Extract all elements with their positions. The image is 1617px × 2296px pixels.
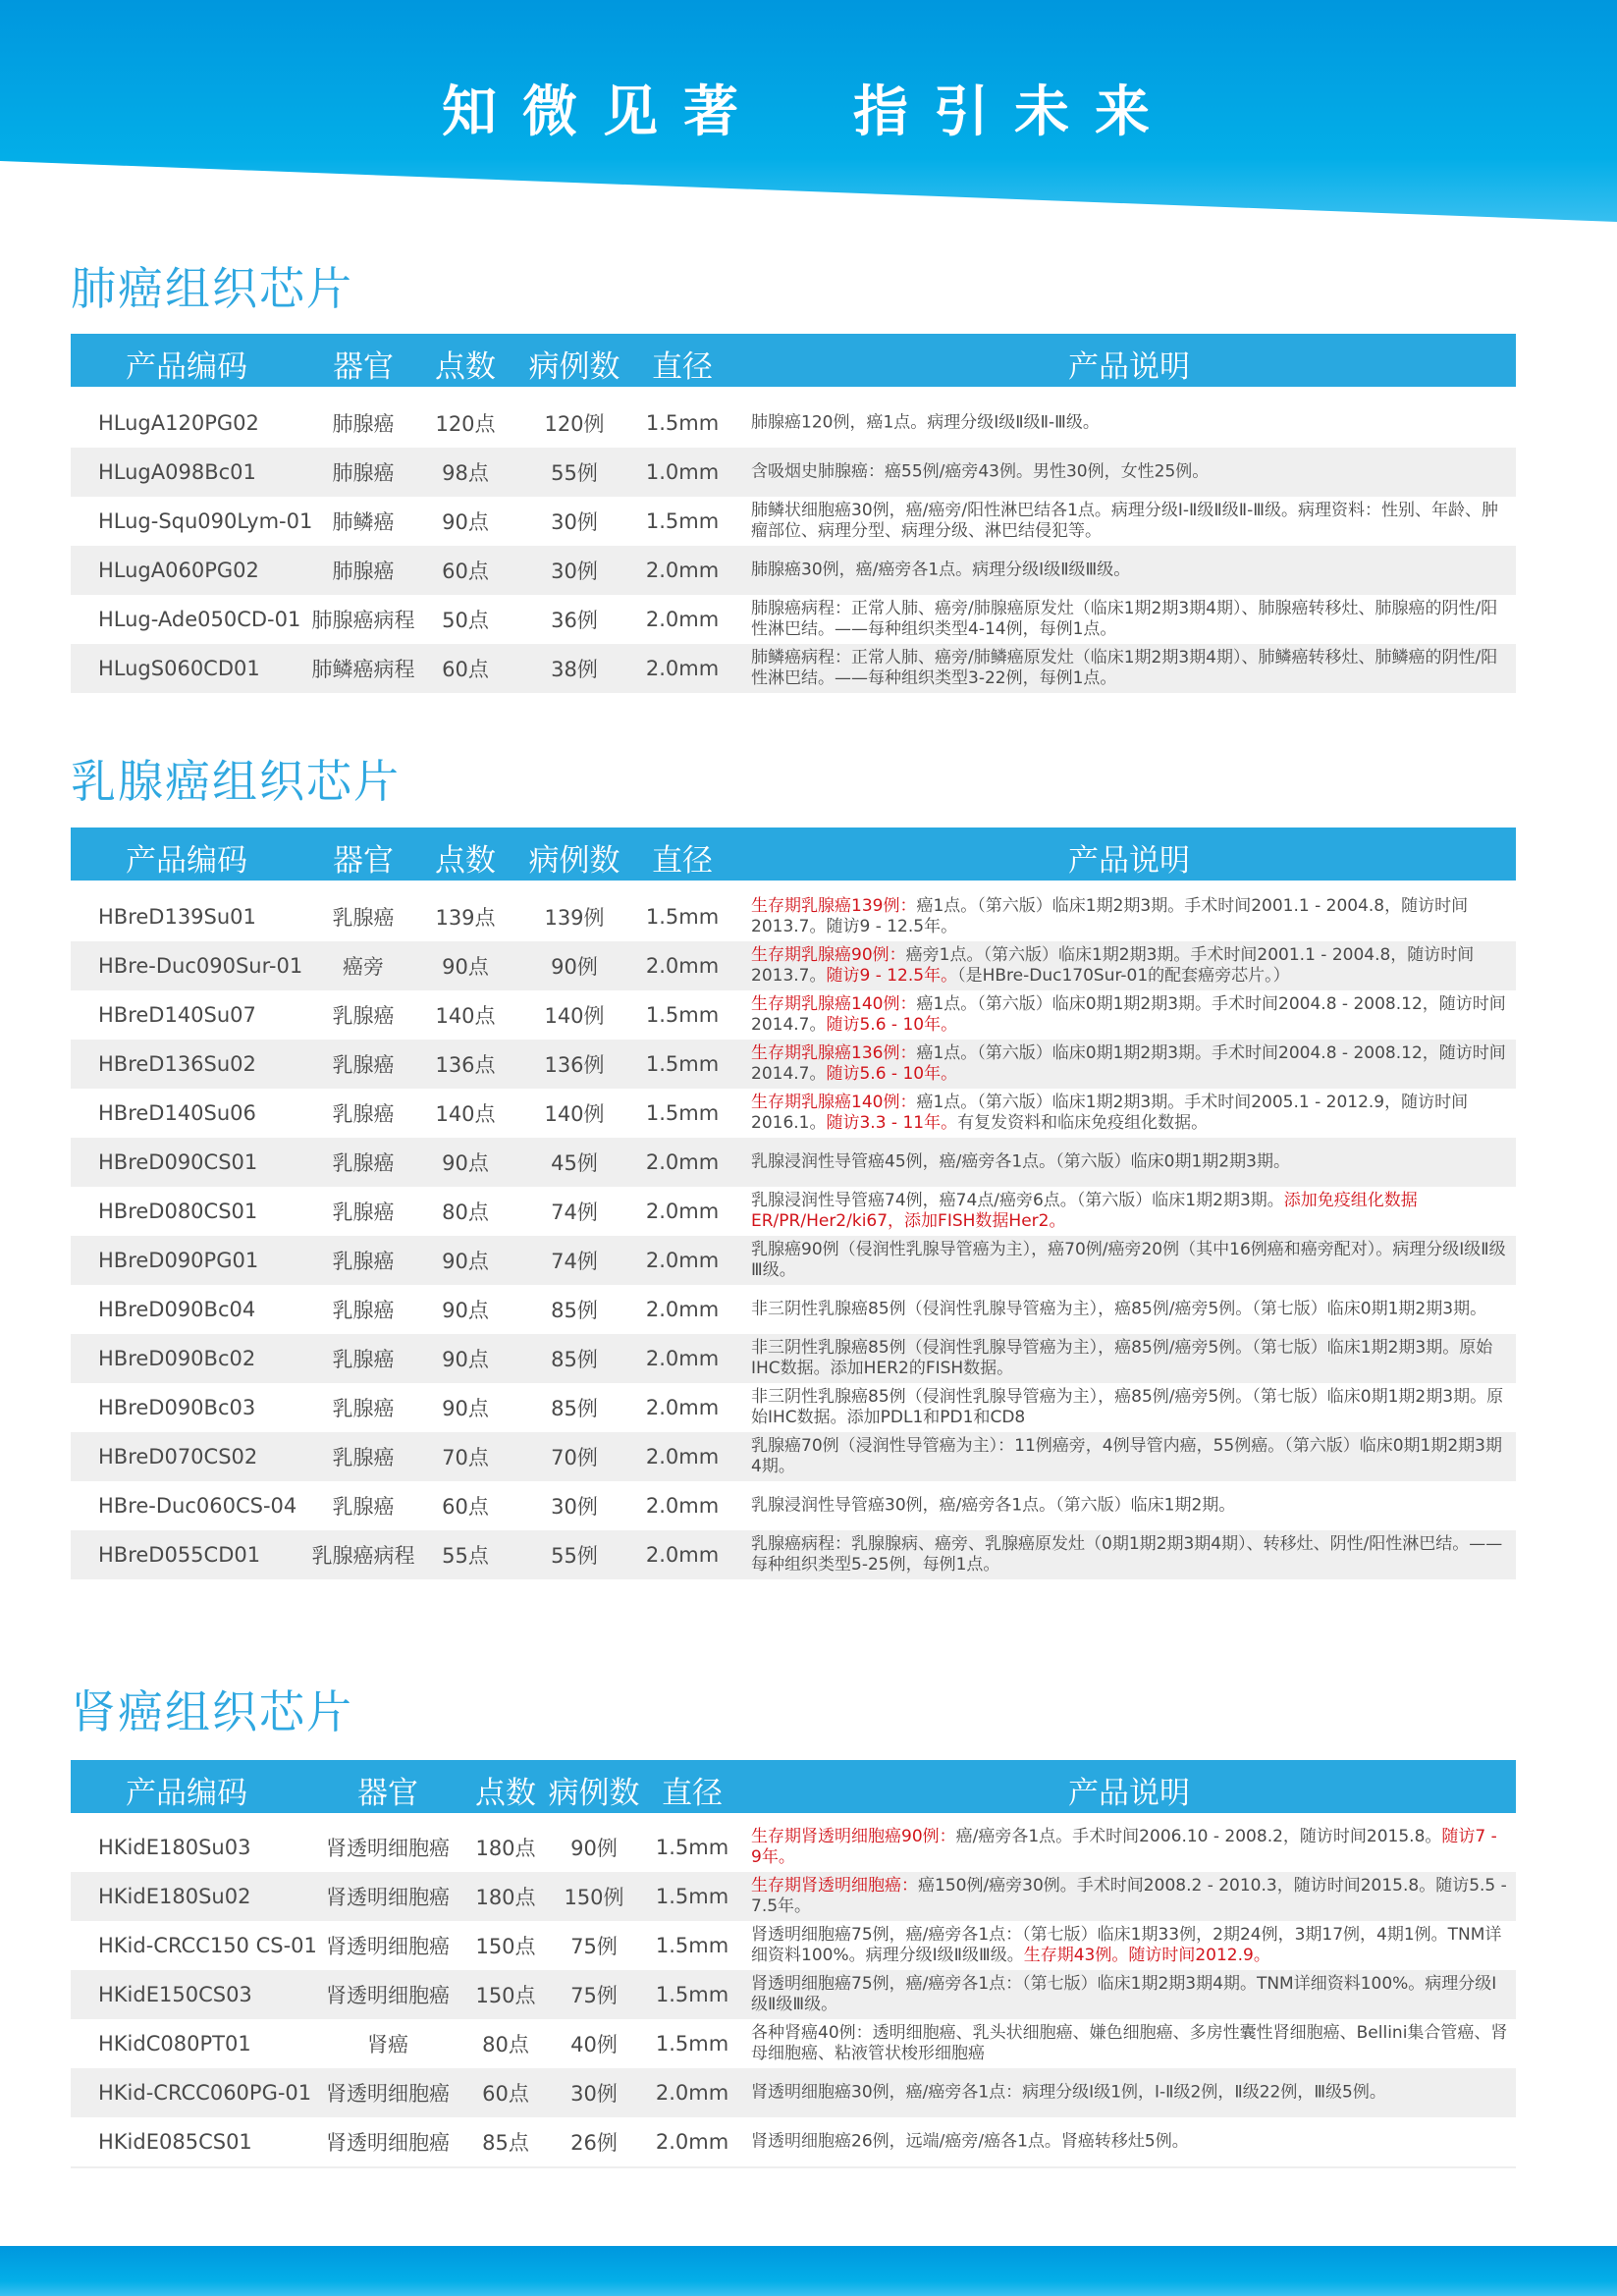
description-text: 乳腺浸润性导管癌74例，癌74点/癌旁6点。（第六版）临床1期2期3期。: [751, 1191, 1284, 1210]
case-count: 85例: [551, 1397, 598, 1420]
product-description: [751, 2083, 1508, 2104]
product-code: HBreD140Su06: [98, 1101, 256, 1125]
description-text: 各种肾癌40例：透明细胞癌、乳头状细胞癌、嫌色细胞癌、多房性囊性肾细胞癌、Bellini集合管癌、肾母细胞癌、粘液管状梭形细胞癌: [751, 2023, 1508, 2063]
column-header-diameter: 直径: [652, 349, 713, 385]
product-description: [751, 1093, 1508, 1134]
description-text: 含吸烟史肺腺癌：癌55例/癌旁43例。男性30例，女性25例。: [751, 461, 1210, 482]
points-count: 85点: [482, 2131, 529, 2155]
points-count: 180点: [475, 1886, 536, 1909]
product-description: [751, 599, 1508, 640]
table-row: [71, 399, 1516, 448]
product-code: HLugS060CD01: [98, 657, 260, 680]
points-count: 55点: [442, 1544, 489, 1568]
table-row: [71, 1138, 1516, 1187]
points-count: 120点: [435, 412, 496, 436]
case-count: 75例: [570, 1935, 618, 1958]
core-diameter: 1.5mm: [655, 1934, 729, 1957]
column-header-cases: 病例数: [528, 349, 620, 385]
highlight-text: 随访5.6 - 10年。: [826, 1015, 958, 1035]
description-text: 癌1点。（第六版）临床0期1期2期3期。手术时间2004.8 - 2008.12，随访时间2014.7。: [751, 1043, 1506, 1084]
description-text: 非三阴性乳腺癌85例（侵润性乳腺导管癌为主），癌85例/癌旁5例。（第七版）临床1期2期3期。原始IHC数据。添加HER2的FISH数据。: [751, 1338, 1493, 1378]
product-description: [751, 2023, 1508, 2064]
highlight-text: 随访5.6 - 10年。: [826, 1064, 958, 1084]
product-code: HBreD055CD01: [98, 1543, 261, 1567]
description-text: （是HBre-Duc170Sur-01的配套癌旁芯片。）: [957, 966, 1290, 986]
breast-tma-table: [71, 828, 1516, 1579]
product-description: [751, 945, 1508, 987]
core-diameter: 1.5mm: [645, 1052, 720, 1076]
highlight-text: 生存期乳腺癌140例：: [751, 1093, 917, 1112]
case-count: 26例: [570, 2131, 618, 2155]
core-diameter: 1.5mm: [645, 509, 720, 533]
core-diameter: 2.0mm: [655, 2081, 729, 2105]
points-count: 90点: [442, 1151, 489, 1175]
table-row: [71, 1970, 1516, 2019]
points-count: 140点: [435, 1004, 496, 1028]
product-code: HBreD139Su01: [98, 905, 256, 929]
description-text: 非三阴性乳腺癌85例（侵润性乳腺导管癌为主），癌85例/癌旁5例。（第七版）临床0期1期2期3期。: [751, 1299, 1487, 1319]
highlight-text: 生存期乳腺癌140例：: [751, 994, 917, 1014]
organ: 肺腺癌: [332, 560, 395, 583]
highlight-text: 生存期乳腺癌136例：: [751, 1043, 917, 1063]
product-description: [751, 1043, 1508, 1085]
points-count: 180点: [475, 1837, 536, 1860]
product-code: HLug-Ade050CD-01: [98, 608, 301, 631]
column-header-code: 产品编码: [126, 843, 247, 879]
product-description: [751, 1925, 1508, 1966]
case-count: 120例: [544, 412, 605, 436]
points-count: 80点: [442, 1201, 489, 1224]
section-title-kidney: 肾癌组织芯片: [71, 1685, 353, 1738]
table-row: [71, 1187, 1516, 1236]
table-row: [71, 1383, 1516, 1432]
case-count: 30例: [570, 2082, 618, 2106]
description-text: 肺腺癌30例，癌/癌旁各1点。病理分级Ⅰ级Ⅱ级Ⅲ级。: [751, 560, 1131, 580]
case-count: 75例: [570, 1984, 618, 2007]
table-row: [71, 1823, 1516, 1872]
core-diameter: 2.0mm: [645, 1298, 720, 1321]
highlight-text: 随访9 - 12.5年。: [826, 966, 958, 986]
case-count: 36例: [551, 609, 598, 632]
product-description: [751, 1534, 1508, 1575]
product-code: HBreD090Bc02: [98, 1347, 256, 1370]
core-diameter: 2.0mm: [645, 657, 720, 680]
column-header-diameter: 直径: [652, 843, 713, 879]
column-header-points: 点数: [475, 1776, 536, 1811]
core-diameter: 1.0mm: [645, 460, 720, 484]
table-row: [71, 448, 1516, 497]
case-count: 38例: [551, 658, 598, 681]
core-diameter: 2.0mm: [645, 1347, 720, 1370]
product-description: [751, 1338, 1508, 1379]
organ: 乳腺癌: [332, 1250, 395, 1273]
description-text: 癌旁1点。（第六版）临床1期2期3期。手术时间2001.1 - 2004.8，随访时间2013.7。: [751, 945, 1475, 986]
table-row: [71, 941, 1516, 990]
description-text: 癌1点。（第六版）临床0期1期2期3期。手术时间2004.8 - 2008.12，随访时间2014.7。: [751, 994, 1506, 1035]
highlight-text: 生存期乳腺癌90例：: [751, 945, 906, 965]
points-count: 50点: [442, 609, 489, 632]
organ: 乳腺癌: [332, 1102, 395, 1126]
case-count: 140例: [544, 1004, 605, 1028]
core-diameter: 1.5mm: [655, 1885, 729, 1908]
points-count: 136点: [435, 1053, 496, 1077]
core-diameter: 1.5mm: [655, 1836, 729, 1859]
organ: 肺腺癌病程: [311, 609, 415, 632]
case-count: 90例: [570, 1837, 618, 1860]
description-text: 癌1点。（第六版）临床1期2期3期。手术时间2005.1 - 2012.9，随访时间2016.1。: [751, 1093, 1469, 1133]
table-row: [71, 644, 1516, 693]
case-count: 85例: [551, 1299, 598, 1322]
organ: 肾透明细胞癌: [326, 2131, 450, 2155]
organ: 肺腺癌: [332, 412, 395, 436]
product-description: [751, 462, 1508, 483]
case-count: 55例: [551, 461, 598, 485]
organ: 肺鳞癌: [332, 510, 395, 534]
table-row: [71, 1921, 1516, 1970]
table-row: [71, 497, 1516, 546]
core-diameter: 1.5mm: [645, 411, 720, 435]
table-row: [71, 2068, 1516, 2117]
product-description: [751, 1300, 1508, 1320]
highlight-text: 随访7 - 9年。: [751, 1827, 1497, 1867]
column-header-description: 产品说明: [1068, 1776, 1190, 1811]
product-description: [751, 1496, 1508, 1517]
product-description: [751, 1191, 1508, 1232]
product-code: HLugA060PG02: [98, 559, 259, 582]
core-diameter: 2.0mm: [645, 1445, 720, 1468]
product-description: [751, 413, 1508, 434]
table-row: [71, 892, 1516, 941]
product-code: HBreD090Bc03: [98, 1396, 256, 1419]
organ: 肺鳞癌病程: [311, 658, 415, 681]
description-text: 肾透明细胞癌26例，远端/癌旁/癌各1点。肾癌转移灶5例。: [751, 2131, 1189, 2152]
core-diameter: 1.5mm: [655, 1983, 729, 2006]
highlight-text: 生存期乳腺癌139例：: [751, 896, 917, 916]
description-text: 乳腺浸润性导管癌45例，癌/癌旁各1点。（第六版）临床0期1期2期3期。: [751, 1151, 1290, 1172]
column-header-organ: 器官: [333, 349, 394, 385]
organ: 肾癌: [367, 2033, 408, 2056]
points-count: 90点: [442, 1348, 489, 1371]
table-row: [71, 990, 1516, 1040]
product-code: HBre-Duc060CS-04: [98, 1494, 297, 1518]
product-code: HLugA098Bc01: [98, 460, 256, 484]
core-diameter: 1.5mm: [645, 1003, 720, 1027]
column-header-code: 产品编码: [126, 1776, 247, 1811]
organ: 肾透明细胞癌: [326, 1886, 450, 1909]
product-code: HKidE180Su03: [98, 1836, 251, 1859]
case-count: 85例: [551, 1348, 598, 1371]
table-header: [71, 1760, 1516, 1813]
description-text: 癌1点。（第六版）临床1期2期3期。手术时间2001.1 - 2004.8，随访时间2013.7。随访9 - 12.5年。: [751, 896, 1469, 936]
case-count: 30例: [551, 560, 598, 583]
section-title-breast: 乳腺癌组织芯片: [71, 755, 401, 808]
product-code: HBreD090Bc04: [98, 1298, 256, 1321]
table-row: [71, 1285, 1516, 1334]
core-diameter: 2.0mm: [645, 1150, 720, 1174]
core-diameter: 1.5mm: [645, 905, 720, 929]
table-row: [71, 1236, 1516, 1285]
points-count: 139点: [435, 906, 496, 930]
column-header-diameter: 直径: [662, 1776, 723, 1811]
product-code: HBreD080CS01: [98, 1200, 258, 1223]
organ: 乳腺癌: [332, 906, 395, 930]
organ: 肾透明细胞癌: [326, 1935, 450, 1958]
table-row: [71, 1481, 1516, 1530]
organ: 乳腺癌病程: [311, 1544, 415, 1568]
product-description: [751, 1387, 1508, 1428]
column-header-cases: 病例数: [528, 843, 620, 879]
product-description: [751, 896, 1508, 937]
case-count: 30例: [551, 1495, 598, 1519]
product-description: [751, 1240, 1508, 1281]
product-code: HKidE180Su02: [98, 1885, 251, 1908]
description-text: 肺腺癌病程：正常人肺、癌旁/肺腺癌原发灶（临床1期2期3期4期）、肺腺癌转移灶、肺腺癌的阴性/阳性淋巴结。——每种组织类型4-14例，每例1点。: [751, 599, 1498, 639]
organ: 乳腺癌: [332, 1004, 395, 1028]
points-count: 90点: [442, 1397, 489, 1420]
case-count: 139例: [544, 906, 605, 930]
description-text: 非三阴性乳腺癌85例（侵润性乳腺导管癌为主），癌85例/癌旁5例。（第七版）临床0期1期2期3期。原始IHC数据。添加PDL1和PD1和CD8: [751, 1387, 1504, 1427]
description-text: 肾透明细胞癌75例，癌/癌旁各1点：（第七版）临床1期33例，2期24例，3期17例，4期1例。TNM详细资料100%。病理分级Ⅰ级Ⅱ级Ⅲ级。: [751, 1925, 1502, 1965]
table-row: [71, 1530, 1516, 1579]
case-count: 70例: [551, 1446, 598, 1469]
table-row: [71, 1089, 1516, 1138]
highlight-text: 添加免疫组化数据ER/PR/Her2/ki67，添加FISH数据Her2。: [751, 1191, 1418, 1231]
description-text: 乳腺癌90例（侵润性乳腺导管癌为主），癌70例/癌旁20例（其中16例癌和癌旁配对）。病理分级Ⅰ级Ⅱ级Ⅲ级。: [751, 1240, 1506, 1280]
product-code: HBreD136Su02: [98, 1052, 256, 1076]
organ: 乳腺癌: [332, 1348, 395, 1371]
description-text: 癌150例/癌旁30例。手术时间2008.2 - 2010.3，随访时间2015.8。随访5.5 - 7.5年。: [751, 1876, 1507, 1916]
column-header-organ: 器官: [357, 1776, 418, 1811]
organ: 肺腺癌: [332, 461, 395, 485]
table-row: [71, 1040, 1516, 1089]
product-description: [751, 994, 1508, 1036]
organ: 乳腺癌: [332, 1495, 395, 1519]
product-code: HBreD090CS01: [98, 1150, 258, 1174]
footer-banner: [0, 2246, 1617, 2296]
case-count: 74例: [551, 1201, 598, 1224]
product-description: [751, 1436, 1508, 1477]
table-row: [71, 1334, 1516, 1383]
organ: 乳腺癌: [332, 1151, 395, 1175]
product-description: [751, 1974, 1508, 2015]
slogan: 知微见著 指引未来: [442, 80, 1175, 144]
table-bottom-divider: [71, 2166, 1516, 2168]
case-count: 40例: [570, 2033, 618, 2056]
core-diameter: 2.0mm: [645, 559, 720, 582]
organ: 肾透明细胞癌: [326, 1984, 450, 2007]
case-count: 90例: [551, 955, 598, 979]
table-row: [71, 1872, 1516, 1921]
case-count: 140例: [544, 1102, 605, 1126]
product-code: HBre-Duc090Sur-01: [98, 954, 303, 978]
organ: 乳腺癌: [332, 1446, 395, 1469]
product-code: HKidE085CS01: [98, 2130, 252, 2154]
core-diameter: 1.5mm: [655, 2032, 729, 2056]
description-text: 肺鳞状细胞癌30例，癌/癌旁/阳性淋巴结各1点。病理分级Ⅰ-Ⅱ级Ⅱ级Ⅱ-Ⅲ级。病理资料：性别、年龄、肿瘤部位、病理分型、病理分级、淋巴结侵犯等。: [751, 501, 1499, 541]
core-diameter: 2.0mm: [645, 1543, 720, 1567]
column-header-code: 产品编码: [126, 349, 247, 385]
description-text: 乳腺癌病程：乳腺腺病、癌旁、乳腺癌原发灶（0期1期2期3期4期）、转移灶、阴性/阳性淋巴结。——每种组织类型5-25例，每例1点。: [751, 1534, 1503, 1575]
product-code: HBreD070CS02: [98, 1445, 258, 1468]
core-diameter: 2.0mm: [645, 1396, 720, 1419]
product-code: HBreD090PG01: [98, 1249, 259, 1272]
points-count: 60点: [442, 1495, 489, 1519]
organ: 乳腺癌: [332, 1201, 395, 1224]
kidney-tma-table: [71, 1760, 1516, 2168]
points-count: 90点: [442, 955, 489, 979]
product-code: HLug-Squ090Lym-01: [98, 509, 313, 533]
highlight-text: 生存期肾透明细胞癌90例：: [751, 1827, 956, 1846]
points-count: 70点: [442, 1446, 489, 1469]
organ: 乳腺癌: [332, 1397, 395, 1420]
product-description: [751, 1827, 1508, 1868]
core-diameter: 2.0mm: [645, 1200, 720, 1223]
product-code: HKid-CRCC150 CS-01: [98, 1934, 317, 1957]
points-count: 150点: [475, 1935, 536, 1958]
points-count: 140点: [435, 1102, 496, 1126]
points-count: 90点: [442, 1250, 489, 1273]
points-count: 150点: [475, 1984, 536, 2007]
description-text: 乳腺癌70例（浸润性导管癌为主）：11例癌旁，4例导管内癌，55例癌。（第六版）临床0期1期2期3期4期。: [751, 1436, 1502, 1476]
points-count: 90点: [442, 510, 489, 534]
case-count: 30例: [551, 510, 598, 534]
product-code: HLugA120PG02: [98, 411, 259, 435]
product-description: [751, 561, 1508, 581]
table-row: [71, 595, 1516, 644]
highlight-text: 生存期43例。随访时间2012.9。: [1023, 1946, 1270, 1965]
column-header-organ: 器官: [333, 843, 394, 879]
case-count: 136例: [544, 1053, 605, 1077]
points-count: 90点: [442, 1299, 489, 1322]
organ: 乳腺癌: [332, 1299, 395, 1322]
core-diameter: 2.0mm: [655, 2130, 729, 2154]
section-title-lung: 肺癌组织芯片: [71, 262, 353, 315]
core-diameter: 2.0mm: [645, 1249, 720, 1272]
points-count: 60点: [442, 560, 489, 583]
product-code: HKidE150CS03: [98, 1983, 252, 2006]
description-text: 癌/癌旁各1点。手术时间2006.10 - 2008.2，随访时间2015.8。: [955, 1827, 1442, 1846]
description-text: 有复发资料和临床免疫组化数据。: [957, 1113, 1209, 1133]
column-header-description: 产品说明: [1068, 349, 1190, 385]
highlight-text: 随访3.3 - 11年。: [826, 1113, 958, 1133]
description-text: 肺鳞癌病程：正常人肺、癌旁/肺鳞癌原发灶（临床1期2期3期4期）、肺鳞癌转移灶、肺鳞癌的阴性/阳性淋巴结。——每种组织类型3-22例，每例1点。: [751, 648, 1498, 688]
column-header-description: 产品说明: [1068, 843, 1190, 879]
organ: 肾透明细胞癌: [326, 1837, 450, 1860]
core-diameter: 2.0mm: [645, 608, 720, 631]
organ: 乳腺癌: [332, 1053, 395, 1077]
case-count: 45例: [551, 1151, 598, 1175]
table-row: [71, 546, 1516, 595]
product-description: [751, 501, 1508, 542]
points-count: 60点: [482, 2082, 529, 2106]
product-description: [751, 2132, 1508, 2153]
points-count: 60点: [442, 658, 489, 681]
core-diameter: 2.0mm: [645, 1494, 720, 1518]
product-code: HBreD140Su07: [98, 1003, 256, 1027]
column-header-points: 点数: [435, 843, 496, 879]
table-header: [71, 828, 1516, 881]
description-text: 肺腺癌120例，癌1点。病理分级Ⅰ级Ⅱ级Ⅱ-Ⅲ级。: [751, 412, 1100, 433]
points-count: 98点: [442, 461, 489, 485]
description-text: 肾透明细胞癌75例，癌/癌旁各1点：（第七版）临床1期2期3期4期。TNM详细资料100%。病理分级Ⅰ级Ⅱ级Ⅲ级。: [751, 1974, 1497, 2014]
highlight-text: 生存期肾透明细胞癌：: [751, 1876, 918, 1896]
core-diameter: 1.5mm: [645, 1101, 720, 1125]
case-count: 74例: [551, 1250, 598, 1273]
lung-tma-table: [71, 334, 1516, 693]
column-header-points: 点数: [435, 349, 496, 385]
points-count: 80点: [482, 2033, 529, 2056]
product-code: HKidC080PT01: [98, 2032, 251, 2056]
organ: 癌旁: [343, 955, 384, 979]
description-text: 肾透明细胞癌30例，癌/癌旁各1点：病理分级Ⅰ级1例，Ⅰ-Ⅱ级2例，Ⅱ级22例，Ⅲ级5例。: [751, 2082, 1386, 2103]
product-code: HKid-CRCC060PG-01: [98, 2081, 312, 2105]
product-description: [751, 1152, 1508, 1173]
table-row: [71, 2117, 1516, 2166]
product-description: [751, 648, 1508, 689]
product-description: [751, 1876, 1508, 1917]
table-row: [71, 2019, 1516, 2068]
table-header: [71, 334, 1516, 387]
core-diameter: 2.0mm: [645, 954, 720, 978]
column-header-cases: 病例数: [548, 1776, 640, 1811]
case-count: 55例: [551, 1544, 598, 1568]
case-count: 150例: [564, 1886, 624, 1909]
table-row: [71, 1432, 1516, 1481]
description-text: 乳腺浸润性导管癌30例，癌/癌旁各1点。（第六版）临床1期2期。: [751, 1495, 1236, 1516]
organ: 肾透明细胞癌: [326, 2082, 450, 2106]
